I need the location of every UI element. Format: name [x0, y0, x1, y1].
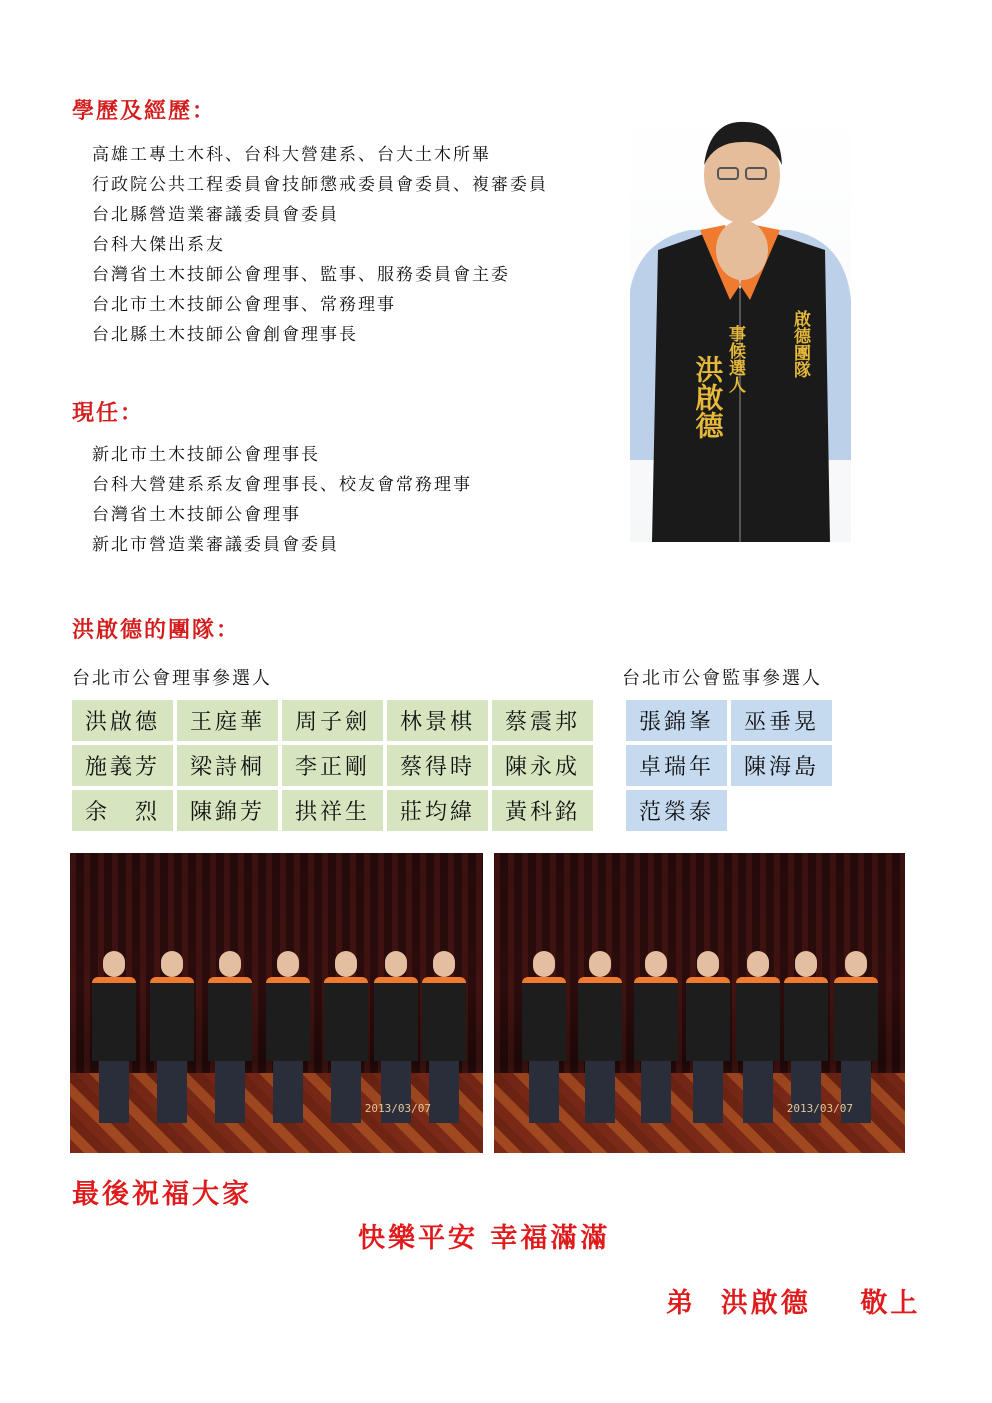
photo-date-stamp: 2013/03/07: [364, 1102, 431, 1115]
table-cell: 陳永成: [490, 743, 595, 788]
table-cell: 林景棋: [385, 698, 490, 743]
person-figure: [374, 951, 418, 1123]
list-item: 台灣省土木技師公會理事、監事、服務委員會主委: [92, 265, 510, 285]
table-cell: 蔡震邦: [490, 698, 595, 743]
education-heading: 學歷及經歷：: [72, 98, 217, 124]
photo-date-stamp: 2013/03/07: [786, 1102, 853, 1115]
table-cell: 黃科銘: [490, 788, 595, 833]
person-figure: [522, 951, 566, 1123]
candidate-portrait: [630, 110, 851, 542]
table-cell: 周子劍: [280, 698, 385, 743]
list-item: 新北市營造業審議委員會委員: [92, 535, 339, 555]
person-figure: [266, 951, 310, 1123]
list-item: 台北市土木技師公會理事、常務理事: [92, 295, 396, 315]
vest-text-col3: 啟德團隊: [790, 310, 810, 378]
directors-table: [70, 698, 595, 833]
person-figure: [324, 951, 368, 1123]
table-row: [70, 743, 595, 788]
person-figure: [150, 951, 194, 1123]
supervisors-table: [624, 698, 834, 833]
list-item: 高雄工專土木科、台科大營建系、台大土木所畢: [92, 145, 491, 165]
person-figure: [784, 951, 828, 1123]
table-cell: 李正剛: [280, 743, 385, 788]
person-figure: [736, 951, 780, 1123]
table-cell: 洪啟德: [70, 698, 175, 743]
table-cell: 巫垂晃: [729, 698, 834, 743]
table-cell: 梁詩桐: [175, 743, 280, 788]
list-item: 台北縣土木技師公會創會理事長: [92, 325, 358, 345]
list-item: 台灣省土木技師公會理事: [92, 505, 301, 525]
group-photo-left: [70, 853, 483, 1153]
table-cell: 余 烈: [70, 788, 175, 833]
signature: 弟 洪啟德 敬上: [666, 1288, 921, 1319]
list-item: 台科大傑出系友: [92, 235, 225, 255]
table-row: [70, 788, 595, 833]
table-cell: 陳錦芳: [175, 788, 280, 833]
table-row: [70, 698, 595, 743]
person-figure: [686, 951, 730, 1123]
table-cell: 拱祥生: [280, 788, 385, 833]
vest-text-col1: 事候選人: [725, 325, 745, 393]
vest-text-name: 洪啟德: [691, 355, 725, 439]
current-list: [92, 440, 472, 560]
portrait-figure: [630, 110, 851, 542]
person-figure: [834, 951, 878, 1123]
person-figure: [634, 951, 678, 1123]
table-cell: 王庭華: [175, 698, 280, 743]
person-figure: [92, 951, 136, 1123]
closing-line-1: 最後祝福大家: [72, 1179, 252, 1210]
person-figure: [578, 951, 622, 1123]
table-cell: 施義芳: [70, 743, 175, 788]
table-cell: 莊均緯: [385, 788, 490, 833]
team-heading: 洪啟德的團隊：: [72, 617, 241, 643]
supervisors-label: 台北市公會監事參選人: [622, 668, 822, 689]
table-row: [624, 698, 834, 743]
table-cell: 張錦峯: [624, 698, 729, 743]
person-figure: [208, 951, 252, 1123]
table-cell: 陳海島: [729, 743, 834, 788]
group-photo-right: [494, 853, 905, 1153]
table-row: [624, 743, 834, 788]
table-cell-empty: [729, 788, 834, 833]
list-item: 台北縣營造業審議委員會委員: [92, 205, 339, 225]
current-heading: 現任：: [72, 400, 145, 426]
list-item: 行政院公共工程委員會技師懲戒委員會委員、複審委員: [92, 175, 548, 195]
table-row: [624, 788, 834, 833]
table-cell: 范榮泰: [624, 788, 729, 833]
list-item: 新北市土木技師公會理事長: [92, 445, 320, 465]
directors-label: 台北市公會理事參選人: [72, 668, 272, 689]
person-figure: [422, 951, 466, 1123]
closing-line-2: 快樂平安 幸福滿滿: [358, 1223, 611, 1254]
education-list: [92, 140, 548, 350]
list-item: 台科大營建系系友會理事長、校友會常務理事: [92, 475, 472, 495]
table-cell: 卓瑞年: [624, 743, 729, 788]
table-cell: 蔡得時: [385, 743, 490, 788]
